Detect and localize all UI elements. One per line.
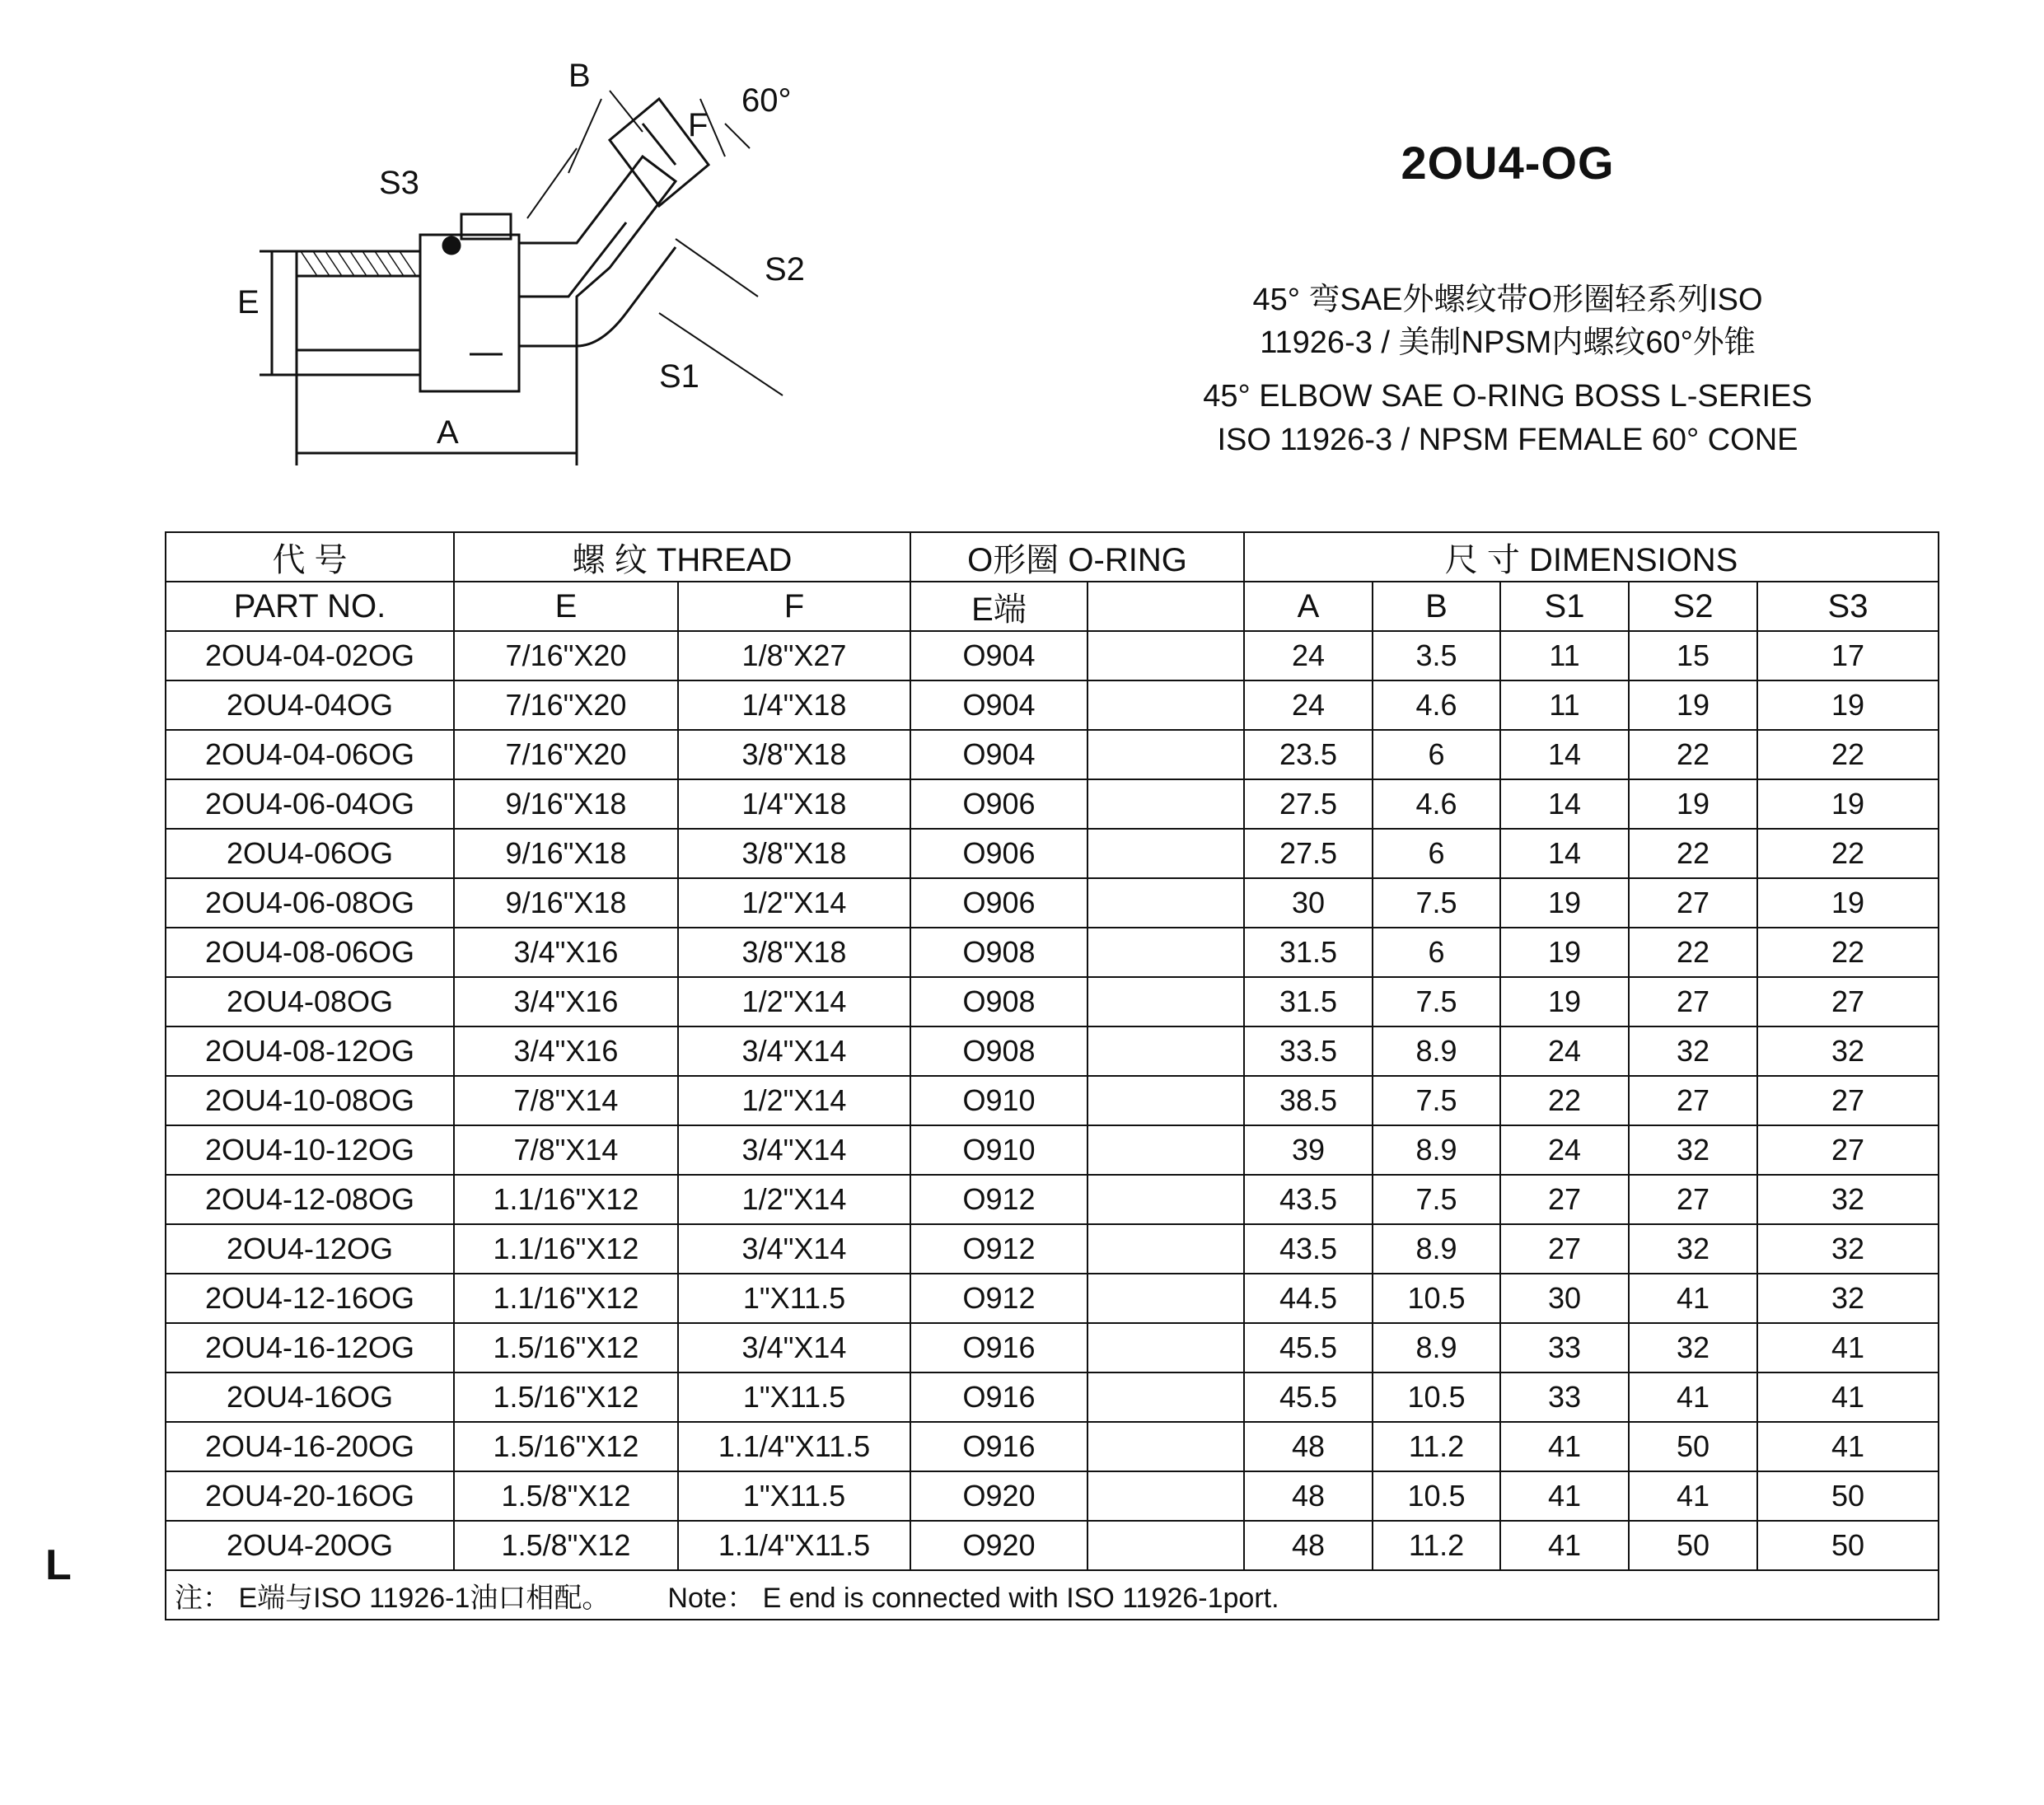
cell-thread-e: 1.1/16"X12 [454, 1224, 678, 1274]
cell-dim-a: 48 [1244, 1471, 1373, 1521]
cell-oring-blank [1087, 1274, 1244, 1323]
cell-oring-e-end: O920 [910, 1471, 1087, 1521]
cell-thread-e: 1.5/16"X12 [454, 1422, 678, 1471]
description-cn-line1: 45° 弯SAE外螺纹带O形圈轻系列ISO [1252, 283, 1763, 317]
cell-oring-blank [1087, 680, 1244, 730]
cell-dim-a: 33.5 [1244, 1026, 1373, 1076]
cell-dim-s2: 32 [1629, 1323, 1757, 1372]
cell-dim-s3: 41 [1757, 1422, 1939, 1471]
table-row [166, 1224, 1939, 1274]
cell-dim-b: 6 [1373, 829, 1500, 878]
cell-dim-b: 7.5 [1373, 1076, 1500, 1125]
cell-thread-e: 1.5/8"X12 [454, 1471, 678, 1521]
cell-dim-s3: 19 [1757, 779, 1939, 829]
cell-dim-b: 10.5 [1373, 1372, 1500, 1422]
header-a: A [1244, 582, 1373, 631]
cell-part-no: 2OU4-08-06OG [166, 928, 454, 977]
cell-oring-blank [1087, 1076, 1244, 1125]
cell-dim-s3: 27 [1757, 977, 1939, 1026]
cell-thread-f: 1"X11.5 [678, 1372, 910, 1422]
table-row [166, 928, 1939, 977]
cell-dim-s3: 32 [1757, 1026, 1939, 1076]
cell-dim-s1: 14 [1500, 829, 1629, 878]
cell-dim-s1: 24 [1500, 1125, 1629, 1175]
cell-oring-e-end: O908 [910, 928, 1087, 977]
note-cn: 注： E端与ISO 11926-1油口相配。 [175, 1582, 610, 1614]
cell-part-no: 2OU4-10-12OG [166, 1125, 454, 1175]
cell-dim-s3: 22 [1757, 829, 1939, 878]
cell-part-no: 2OU4-16-12OG [166, 1323, 454, 1372]
cell-oring-e-end: O916 [910, 1323, 1087, 1372]
header-b: B [1373, 582, 1500, 631]
cell-dim-b: 10.5 [1373, 1471, 1500, 1521]
cell-part-no: 2OU4-12-08OG [166, 1175, 454, 1224]
cell-dim-s2: 41 [1629, 1471, 1757, 1521]
cell-dim-a: 39 [1244, 1125, 1373, 1175]
cell-oring-blank [1087, 1323, 1244, 1372]
cell-dim-b: 4.6 [1373, 779, 1500, 829]
cell-oring-e-end: O906 [910, 779, 1087, 829]
cell-oring-e-end: O916 [910, 1372, 1087, 1422]
cell-oring-e-end: O912 [910, 1224, 1087, 1274]
cell-oring-e-end: O908 [910, 1026, 1087, 1076]
cell-thread-e: 9/16"X18 [454, 829, 678, 878]
description-en-line2: ISO 11926-3 / NPSM FEMALE 60° CONE [1217, 423, 1798, 457]
cell-dim-a: 38.5 [1244, 1076, 1373, 1125]
cell-dim-s1: 14 [1500, 730, 1629, 779]
cell-thread-e: 7/16"X20 [454, 631, 678, 680]
header-e: E [454, 582, 678, 631]
table-row [166, 1471, 1939, 1521]
header-f: F [678, 582, 910, 631]
cell-thread-f: 1"X11.5 [678, 1471, 910, 1521]
cell-dim-s2: 32 [1629, 1125, 1757, 1175]
cell-part-no: 2OU4-20-16OG [166, 1471, 454, 1521]
table-row [166, 1076, 1939, 1125]
cell-thread-e: 7/8"X14 [454, 1125, 678, 1175]
cell-thread-f: 1.1/4"X11.5 [678, 1521, 910, 1570]
table-row [166, 631, 1939, 680]
cell-dim-s2: 41 [1629, 1372, 1757, 1422]
cell-thread-f: 1/2"X14 [678, 1175, 910, 1224]
table-row [166, 977, 1939, 1026]
cell-dim-a: 44.5 [1244, 1274, 1373, 1323]
cell-thread-f: 3/4"X14 [678, 1224, 910, 1274]
cell-thread-e: 7/16"X20 [454, 730, 678, 779]
cell-thread-f: 3/4"X14 [678, 1026, 910, 1076]
cell-oring-e-end: O916 [910, 1422, 1087, 1471]
cell-dim-b: 8.9 [1373, 1125, 1500, 1175]
cell-dim-b: 4.6 [1373, 680, 1500, 730]
cell-dim-b: 8.9 [1373, 1026, 1500, 1076]
cell-dim-a: 23.5 [1244, 730, 1373, 779]
header-s3: S3 [1757, 582, 1939, 631]
cell-dim-s3: 19 [1757, 680, 1939, 730]
cell-dim-a: 48 [1244, 1422, 1373, 1471]
table-row [166, 1274, 1939, 1323]
cell-oring-e-end: O906 [910, 878, 1087, 928]
header-part-en: PART NO. [166, 582, 454, 631]
cell-dim-s1: 27 [1500, 1175, 1629, 1224]
cell-oring-blank [1087, 977, 1244, 1026]
cell-dim-s1: 14 [1500, 779, 1629, 829]
header-e-end: E端 [910, 582, 1087, 631]
cell-oring-blank [1087, 1224, 1244, 1274]
cell-part-no: 2OU4-16OG [166, 1372, 454, 1422]
cell-dim-s3: 32 [1757, 1224, 1939, 1274]
cell-oring-blank [1087, 1422, 1244, 1471]
spec-table-body [166, 631, 1939, 1570]
table-row [166, 1521, 1939, 1570]
cell-oring-blank [1087, 1372, 1244, 1422]
cell-dim-s1: 41 [1500, 1422, 1629, 1471]
cell-oring-e-end: O904 [910, 680, 1087, 730]
product-code-title: 2OU4-OG [1401, 137, 1615, 189]
side-mark: L [45, 1541, 72, 1589]
cell-part-no: 2OU4-08OG [166, 977, 454, 1026]
cell-oring-e-end: O910 [910, 1125, 1087, 1175]
cell-oring-e-end: O920 [910, 1521, 1087, 1570]
cell-dim-a: 27.5 [1244, 779, 1373, 829]
cell-dim-b: 6 [1373, 928, 1500, 977]
cell-dim-b: 7.5 [1373, 1175, 1500, 1224]
table-note [166, 1570, 1939, 1620]
cell-oring-blank [1087, 730, 1244, 779]
cell-dim-s2: 27 [1629, 977, 1757, 1026]
cell-dim-s2: 15 [1629, 631, 1757, 680]
cell-thread-f: 1/4"X18 [678, 779, 910, 829]
cell-dim-b: 3.5 [1373, 631, 1500, 680]
cell-dim-s3: 19 [1757, 878, 1939, 928]
cell-thread-e: 1.5/16"X12 [454, 1372, 678, 1422]
cell-dim-a: 27.5 [1244, 829, 1373, 878]
cell-thread-e: 9/16"X18 [454, 779, 678, 829]
cell-part-no: 2OU4-20OG [166, 1521, 454, 1570]
cell-thread-f: 3/8"X18 [678, 730, 910, 779]
label-b: B [568, 58, 591, 94]
description-en-line1: 45° ELBOW SAE O-RING BOSS L-SERIES [1203, 379, 1812, 414]
cell-thread-e: 3/4"X16 [454, 1026, 678, 1076]
cell-thread-e: 7/16"X20 [454, 680, 678, 730]
cell-dim-s2: 27 [1629, 878, 1757, 928]
cell-dim-a: 30 [1244, 878, 1373, 928]
cell-dim-b: 6 [1373, 730, 1500, 779]
cell-dim-a: 31.5 [1244, 928, 1373, 977]
cell-dim-a: 24 [1244, 631, 1373, 680]
cell-dim-b: 8.9 [1373, 1323, 1500, 1372]
cell-part-no: 2OU4-04OG [166, 680, 454, 730]
label-a: A [437, 414, 459, 451]
cell-dim-s2: 32 [1629, 1026, 1757, 1076]
cell-oring-e-end: O912 [910, 1274, 1087, 1323]
cell-dim-b: 10.5 [1373, 1274, 1500, 1323]
table-row [166, 878, 1939, 928]
table-row [166, 1175, 1939, 1224]
cell-oring-blank [1087, 1125, 1244, 1175]
cell-dim-a: 45.5 [1244, 1323, 1373, 1372]
cell-thread-e: 9/16"X18 [454, 878, 678, 928]
cell-part-no: 2OU4-12OG [166, 1224, 454, 1274]
cell-thread-f: 3/8"X18 [678, 928, 910, 977]
table-row [166, 1372, 1939, 1422]
header-thread: 螺 纹 THREAD [454, 532, 910, 582]
cell-oring-e-end: O904 [910, 730, 1087, 779]
cell-dim-s3: 32 [1757, 1175, 1939, 1224]
cell-dim-s1: 24 [1500, 1026, 1629, 1076]
cell-thread-e: 3/4"X16 [454, 977, 678, 1026]
spec-table [165, 531, 1939, 1620]
label-s3: S3 [379, 165, 419, 201]
cell-dim-s1: 19 [1500, 977, 1629, 1026]
cell-dim-a: 48 [1244, 1521, 1373, 1570]
cell-dim-s1: 19 [1500, 928, 1629, 977]
cell-oring-blank [1087, 1175, 1244, 1224]
header-s2: S2 [1629, 582, 1757, 631]
cell-part-no: 2OU4-06-04OG [166, 779, 454, 829]
cell-thread-f: 1/8"X27 [678, 631, 910, 680]
cell-thread-e: 3/4"X16 [454, 928, 678, 977]
cell-oring-blank [1087, 1521, 1244, 1570]
cell-part-no: 2OU4-04-06OG [166, 730, 454, 779]
cell-oring-e-end: O906 [910, 829, 1087, 878]
cell-dim-s1: 11 [1500, 631, 1629, 680]
cell-dim-s2: 27 [1629, 1076, 1757, 1125]
cell-dim-s1: 41 [1500, 1471, 1629, 1521]
cell-dim-s3: 50 [1757, 1471, 1939, 1521]
cell-thread-f: 1/2"X14 [678, 977, 910, 1026]
cell-part-no: 2OU4-06-08OG [166, 878, 454, 928]
cell-thread-f: 3/8"X18 [678, 829, 910, 878]
cell-dim-s2: 19 [1629, 779, 1757, 829]
cell-oring-blank [1087, 1471, 1244, 1521]
cell-dim-s1: 33 [1500, 1323, 1629, 1372]
label-s1: S1 [659, 358, 699, 395]
header-blank [1087, 582, 1244, 631]
cell-dim-s3: 50 [1757, 1521, 1939, 1570]
cell-part-no: 2OU4-10-08OG [166, 1076, 454, 1125]
cell-dim-s1: 11 [1500, 680, 1629, 730]
cell-oring-e-end: O908 [910, 977, 1087, 1026]
cell-dim-a: 43.5 [1244, 1175, 1373, 1224]
cell-dim-s3: 41 [1757, 1372, 1939, 1422]
cell-dim-s3: 27 [1757, 1125, 1939, 1175]
cell-dim-b: 7.5 [1373, 977, 1500, 1026]
cell-oring-e-end: O912 [910, 1175, 1087, 1224]
cell-dim-b: 8.9 [1373, 1224, 1500, 1274]
cell-dim-b: 7.5 [1373, 878, 1500, 928]
cell-part-no: 2OU4-16-20OG [166, 1422, 454, 1471]
cell-dim-b: 11.2 [1373, 1422, 1500, 1471]
cell-oring-e-end: O904 [910, 631, 1087, 680]
cell-oring-blank [1087, 829, 1244, 878]
cell-oring-e-end: O910 [910, 1076, 1087, 1125]
cell-thread-f: 1.1/4"X11.5 [678, 1422, 910, 1471]
cell-thread-f: 1/2"X14 [678, 878, 910, 928]
table-row [166, 1323, 1939, 1372]
cell-thread-f: 3/4"X14 [678, 1323, 910, 1372]
cell-oring-blank [1087, 1026, 1244, 1076]
cell-oring-blank [1087, 928, 1244, 977]
header-dimensions: 尺 寸 DIMENSIONS [1244, 532, 1939, 582]
cell-dim-s2: 50 [1629, 1422, 1757, 1471]
table-row [166, 680, 1939, 730]
cell-dim-s2: 32 [1629, 1224, 1757, 1274]
table-row [166, 1422, 1939, 1471]
label-f: F [688, 107, 709, 143]
header-oring: O形圈 O-RING [910, 532, 1244, 582]
label-s2: S2 [765, 251, 805, 288]
cell-thread-f: 1"X11.5 [678, 1274, 910, 1323]
cell-dim-s3: 22 [1757, 730, 1939, 779]
cell-dim-s1: 19 [1500, 878, 1629, 928]
table-row [166, 730, 1939, 779]
cell-dim-s1: 33 [1500, 1372, 1629, 1422]
cell-dim-s1: 41 [1500, 1521, 1629, 1570]
cell-oring-blank [1087, 779, 1244, 829]
cell-dim-s1: 30 [1500, 1274, 1629, 1323]
table-row [166, 829, 1939, 878]
cell-dim-a: 31.5 [1244, 977, 1373, 1026]
cell-thread-e: 7/8"X14 [454, 1076, 678, 1125]
label-e: E [237, 284, 260, 320]
cell-thread-e: 1.5/8"X12 [454, 1521, 678, 1570]
header-part-cn: 代 号 [166, 532, 454, 582]
cell-dim-s3: 32 [1757, 1274, 1939, 1323]
cell-dim-a: 45.5 [1244, 1372, 1373, 1422]
cell-dim-s3: 27 [1757, 1076, 1939, 1125]
cell-dim-s2: 27 [1629, 1175, 1757, 1224]
cell-dim-s2: 22 [1629, 928, 1757, 977]
cell-dim-s2: 50 [1629, 1521, 1757, 1570]
cell-part-no: 2OU4-08-12OG [166, 1026, 454, 1076]
cell-thread-f: 1/2"X14 [678, 1076, 910, 1125]
header-s1: S1 [1500, 582, 1629, 631]
fitting-drawing [214, 49, 840, 478]
cell-thread-f: 1/4"X18 [678, 680, 910, 730]
cell-dim-s3: 22 [1757, 928, 1939, 977]
label-angle: 60° [741, 82, 792, 119]
cell-oring-blank [1087, 631, 1244, 680]
description-cn-line2: 11926-3 / 美制NPSM内螺纹60°外锥 [1260, 325, 1756, 360]
cell-thread-e: 1.5/16"X12 [454, 1323, 678, 1372]
cell-thread-f: 3/4"X14 [678, 1125, 910, 1175]
cell-dim-s2: 22 [1629, 730, 1757, 779]
cell-dim-s1: 22 [1500, 1076, 1629, 1125]
table-row [166, 1125, 1939, 1175]
cell-part-no: 2OU4-12-16OG [166, 1274, 454, 1323]
cell-dim-s2: 22 [1629, 829, 1757, 878]
note-en: Note： E end is connected with ISO 11926-1port. [667, 1582, 1279, 1614]
cell-dim-s3: 41 [1757, 1323, 1939, 1372]
cell-dim-b: 11.2 [1373, 1521, 1500, 1570]
cell-dim-s1: 27 [1500, 1224, 1629, 1274]
cell-thread-e: 1.1/16"X12 [454, 1274, 678, 1323]
table-row [166, 779, 1939, 829]
table-row [166, 1026, 1939, 1076]
cell-part-no: 2OU4-06OG [166, 829, 454, 878]
cell-dim-a: 43.5 [1244, 1224, 1373, 1274]
cell-dim-a: 24 [1244, 680, 1373, 730]
cell-dim-s2: 41 [1629, 1274, 1757, 1323]
cell-oring-blank [1087, 878, 1244, 928]
cell-dim-s3: 17 [1757, 631, 1939, 680]
cell-dim-s2: 19 [1629, 680, 1757, 730]
cell-part-no: 2OU4-04-02OG [166, 631, 454, 680]
cell-thread-e: 1.1/16"X12 [454, 1175, 678, 1224]
